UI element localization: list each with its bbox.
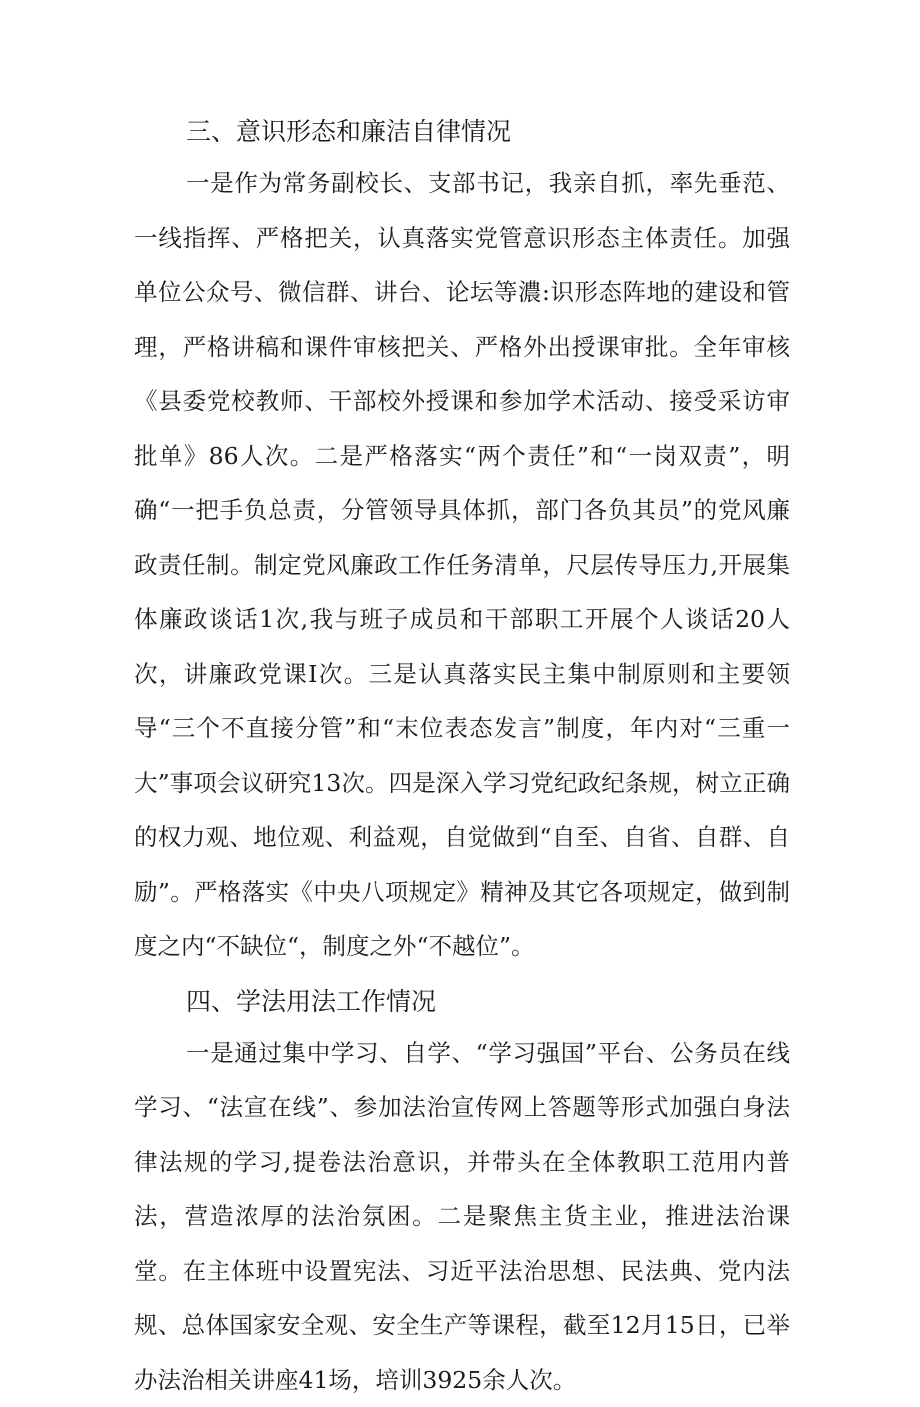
section-heading-law: 四、学法用法工作情况 bbox=[186, 978, 790, 1026]
section-paragraph-ideology: 一是作为常务副校长、支部书记，我亲自抓，率先垂范、一线指挥、严格把关，认真落实党管意识形态主体责任。加强单位公众号、微信群、讲台、论坛等濃:识形态阵地的建设和管理，严格讲稿和课件审核把关、严格外出授课审批。全年审核《县委党校教师、干部校外授课和参加学术活动、接受采访审批单》86人次。二是严格落实“两个责任”和“一岗双责”，明确“一把手负总责，分管领导具体抓，部门各负其员”的党风廉政责任制。制定党风廉政工作任务清单，尺层传导压力,开展集体廉政谈话1次,我与班子成员和干部职工开展个人谈话20人次，讲廉政党课I次。三是认真落实民主集中制原则和主要领导“三个不直接分管”和“末位表态发言”制度，年内对“三重一大”事项会议研究13次。四是深入学习党纪政纪条规，树立正确的权力观、地位观、利益观，自觉做到“自至、自省、自群、自励”。严格落实《中央八项规定》精神及其它各项规定，做到制度之内“不缺位“，制度之外“不越位”。 bbox=[134, 156, 790, 974]
document-page bbox=[134, 108, 790, 1407]
section-heading-ideology: 三、意识形态和廉洁自律情况 bbox=[186, 108, 790, 156]
section-paragraph-law: 一是通过集中学习、自学、“学习强国”平台、公务员在线学习、“法宣在线”、参加法治宣传网上答题等形式加强白身法律法规的学习,提卷法治意识，并带头在全体教职工范用内普法，营造浓厚的法治氛困。二是聚焦主货主业，推进法治课堂。在主体班中设置宪法、习近平法治思想、民法典、党内法规、总体国家安全观、安全生产等课程，截至12月15日，已举办法治相关讲座41场，培训3925余人次。 bbox=[134, 1026, 790, 1407]
